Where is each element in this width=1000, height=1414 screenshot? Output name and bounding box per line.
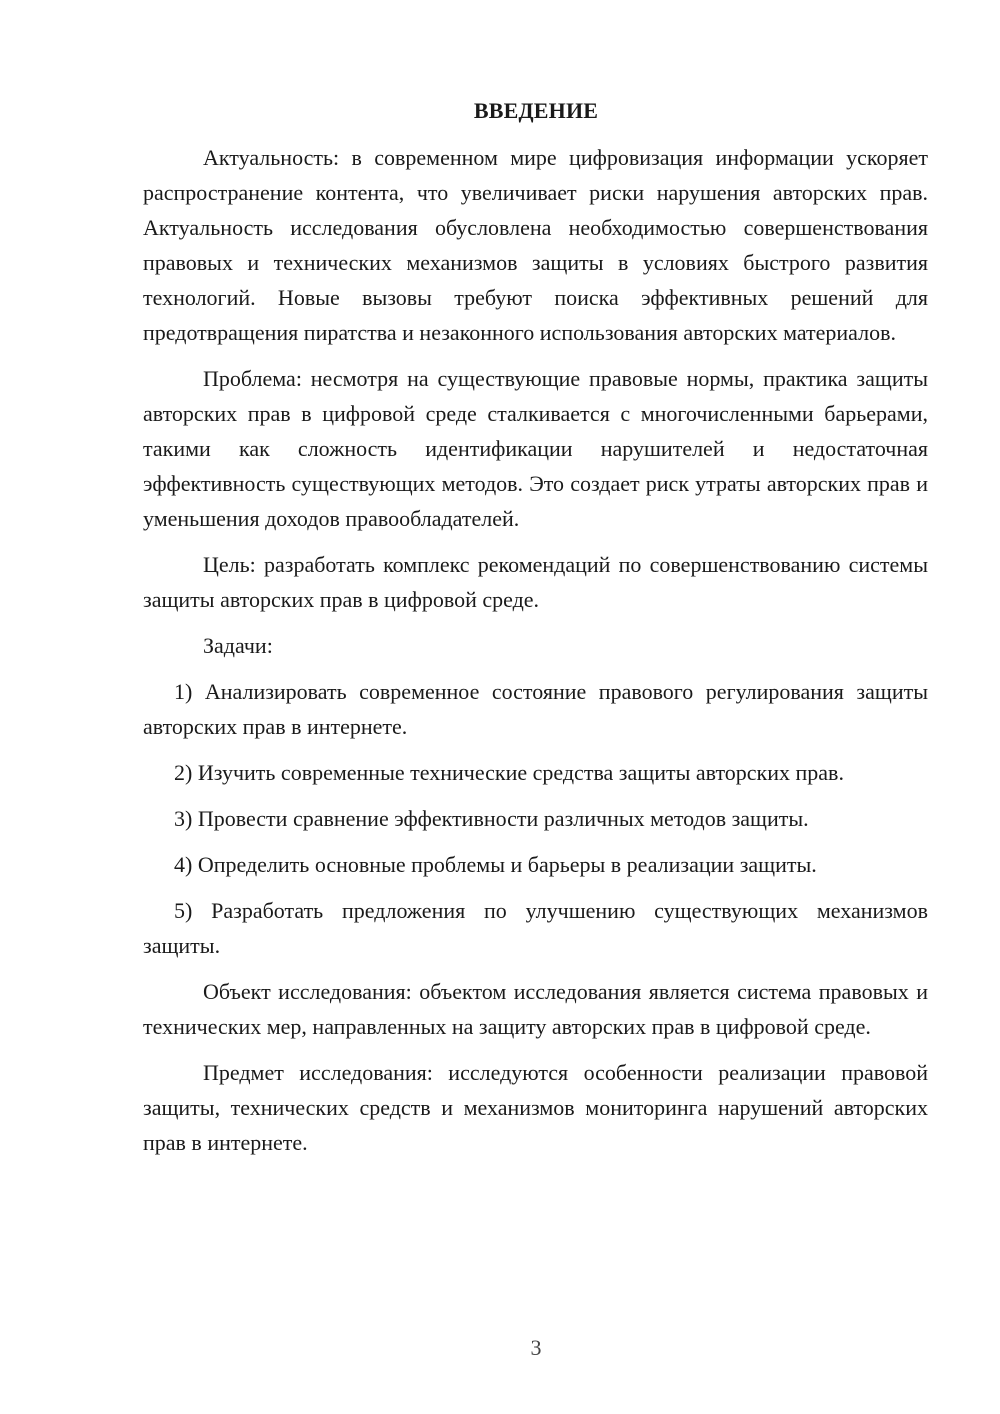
task-item-2: 2) Изучить современные технические средства защиты авторских прав. <box>174 760 844 785</box>
page-number: 3 <box>530 1335 542 1360</box>
task-item-1: 1) Анализировать современное состояние правового регулирования защиты авторских прав в интернете. <box>143 679 928 739</box>
task-item-4: 4) Определить основные проблемы и барьеры в реализации защиты. <box>174 852 817 877</box>
task-item-5: 5) Разработать предложения по улучшению существующих механизмов защиты. <box>143 898 928 958</box>
tasks-label: Задачи: <box>203 633 273 658</box>
paragraph-object: Объект исследования: объектом исследования является система правовых и технических мер, направленных на защиту авторских прав в цифровой среде. <box>143 979 928 1039</box>
paragraph-problem: Проблема: несмотря на существующие правовые нормы, практика защиты авторских прав в цифровой среде сталкивается с многочисленными барьерами, такими как сложность идентификации нарушителей и недостаточная эффективность существующих методов. Это создает риск утраты авторских прав и уменьшения доходов правообладателей. <box>143 366 928 531</box>
paragraph-goal: Цель: разработать комплекс рекомендаций по совершенствованию системы защиты авторских прав в цифровой среде. <box>143 552 928 612</box>
task-item-3: 3) Провести сравнение эффективности различных методов защиты. <box>174 806 809 831</box>
paragraph-subject: Предмет исследования: исследуются особенности реализации правовой защиты, технических средств и механизмов мониторинга нарушений авторских прав в интернете. <box>143 1060 928 1155</box>
paragraph-relevance: Актуальность: в современном мире цифровизация информации ускоряет распространение контента, что увеличивает риски нарушения авторских прав. Актуальность исследования обусловлена необходимостью совершенствования правовых и технических механизмов защиты в условиях быстрого развития технологий. Новые вызовы требуют поиска эффективных решений для предотвращения пиратства и незаконного использования авторских материалов. <box>143 145 928 345</box>
document-body <box>143 140 928 1171</box>
section-heading: ВВЕДЕНИЕ <box>473 98 599 123</box>
